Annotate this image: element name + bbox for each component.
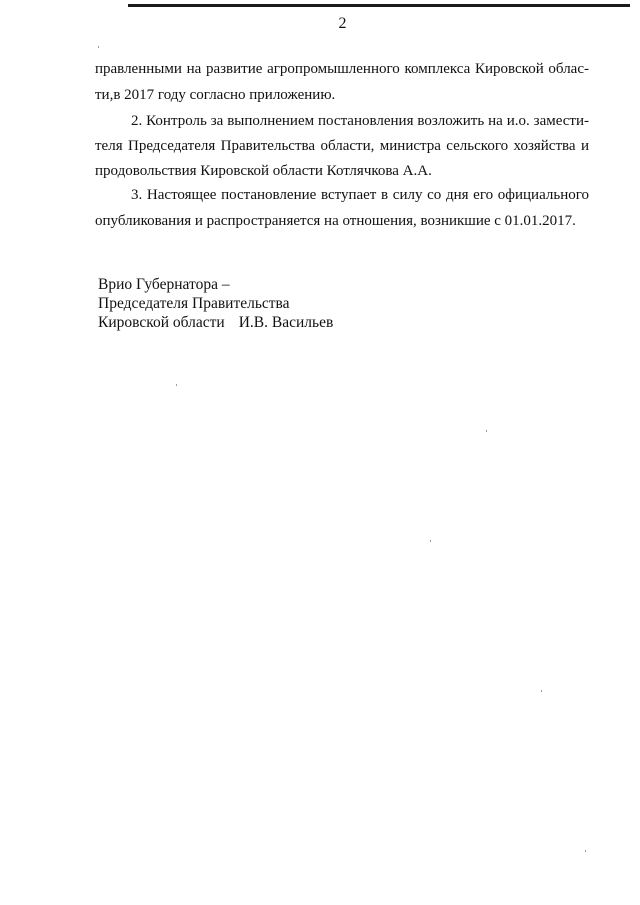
body-line: опубликования и распространяется на отношения, возникшие с 01.01.2017.	[95, 213, 576, 229]
scan-speck	[430, 540, 431, 542]
body-line: ти,в 2017 году согласно приложению.	[95, 87, 336, 103]
page-number: 2	[338, 15, 347, 32]
scan-speck	[585, 850, 586, 852]
body-line: 3. Настоящее постановление вступает в силу со дня его официального	[131, 187, 589, 203]
signature-title: Председателя Правительства	[98, 295, 290, 312]
body-line: 2. Контроль за выполнением постановления возложить на и.о. замести-	[131, 113, 589, 129]
signature-title: Врио Губернатора –	[98, 276, 230, 293]
scan-speck	[486, 430, 487, 432]
header-rule	[128, 4, 630, 7]
signature-region	[98, 314, 333, 332]
scan-speck	[98, 46, 99, 48]
scan-speck	[541, 690, 542, 692]
signature-region-text: Кировской области	[98, 314, 225, 331]
scan-speck	[176, 384, 177, 386]
body-line: правленными на развитие агропромышленного комплекса Кировской облас-	[95, 61, 589, 77]
body-line: теля Председателя Правительства области, министра сельского хозяйства и	[95, 138, 589, 154]
body-line: продовольствия Кировской области Котлячкова А.А.	[95, 163, 432, 179]
signatory-name: И.В. Васильев	[238, 314, 334, 331]
